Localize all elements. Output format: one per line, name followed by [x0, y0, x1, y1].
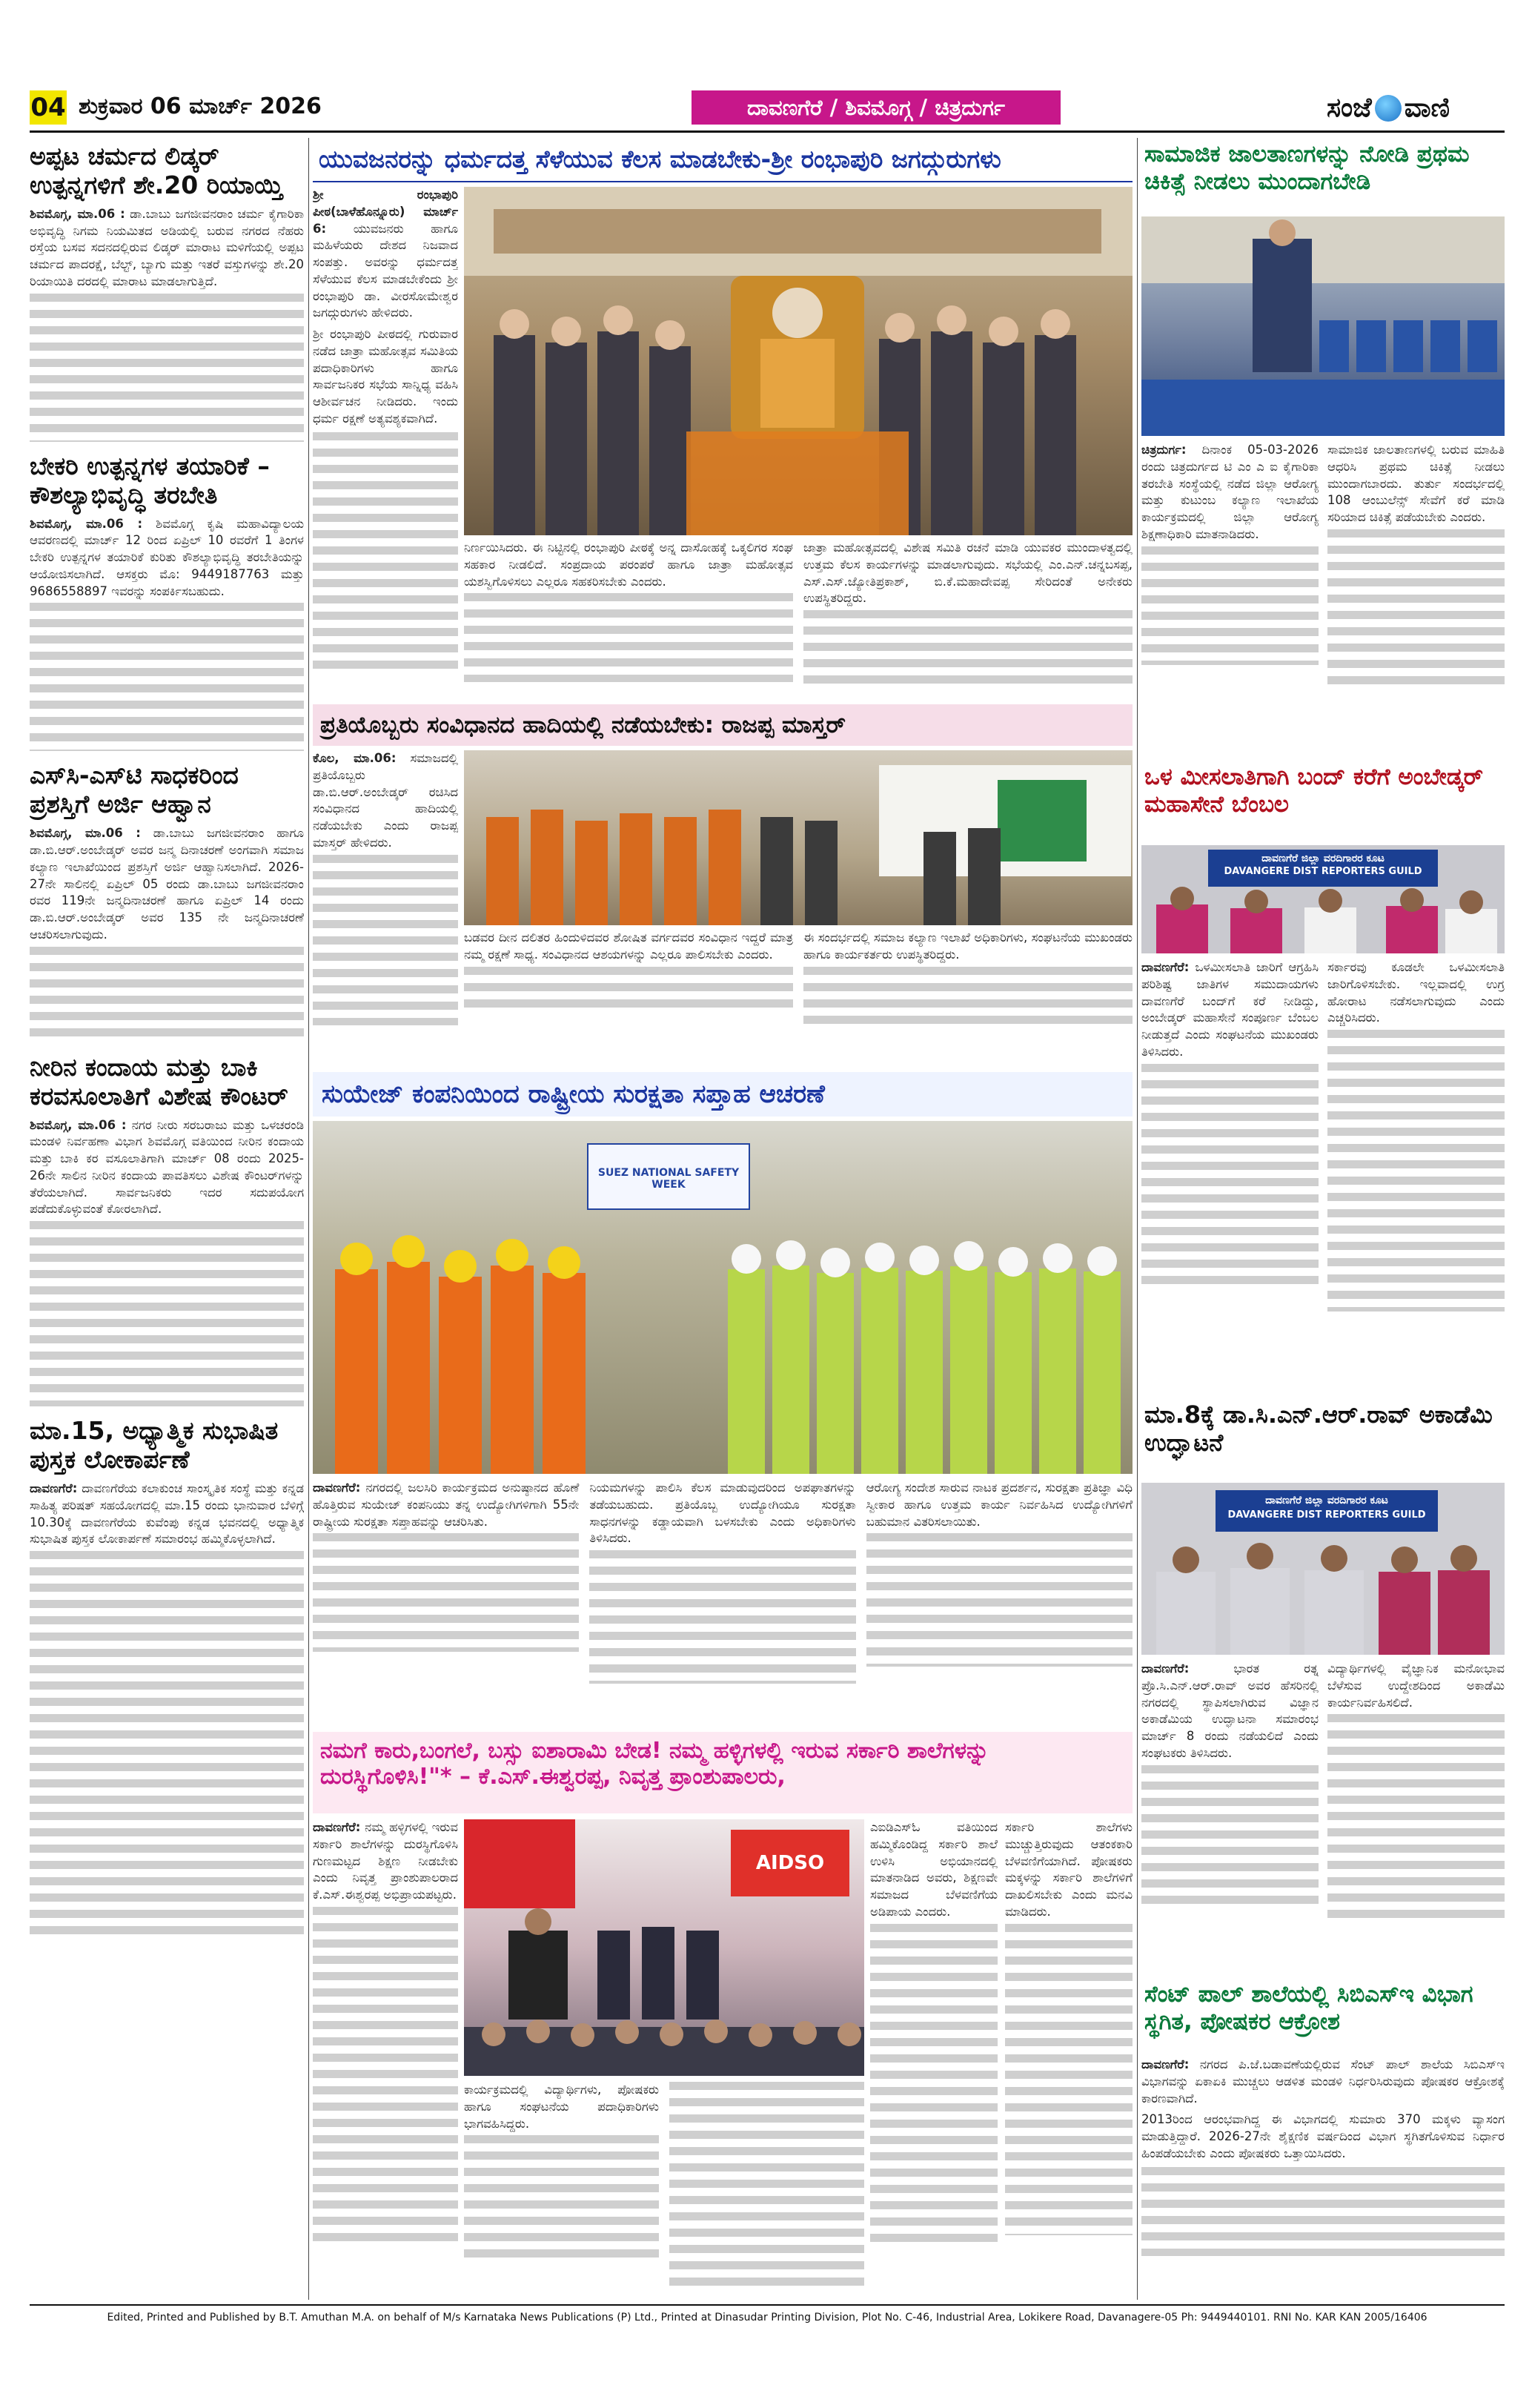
dateline: ಚಿತ್ರದುರ್ಗ:: [1141, 443, 1187, 457]
imprint-footer: Edited, Printed and Published by B.T. Amuthan M.A. on behalf of M/s Karnataka News Publications (P) Ltd., Printed at Dinasudar Printing Division, Plot No. C-46, Industrial Area, Lokikere Road, Davanagere-05 Ph: 9449440101. RNI No. KAR KAN 2005/16406: [30, 2304, 1505, 2323]
article-book-release: [30, 1481, 304, 1548]
dateline: ಶಿವಮೊಗ್ಗ, ಮಾ.06 :: [30, 206, 125, 221]
banner-title: ದಾವಣಗೆರೆ ಜಿಲ್ಲಾ ವರದಿಗಾರರ ಕೂಟ: [1265, 1495, 1388, 1506]
article-text: ನಗರ ನೀರು ಸರಬರಾಜು ಮತ್ತು ಒಳಚರಂಡಿ ಮಂಡಳಿ ನಿರ್ವಹಣಾ ವಿಭಾಗ ಶಿವಮೊಗ್ಗ ವತಿಯಿಂದ ನೀರಿನ ಕಂದಾಯ ಮತ್ತು ಬಾಕಿ ಕರ ವಸೂಲಾತಿಗಾಗಿ ಮಾರ್ಚ್ 08 ರಂದು 2025-26ನೇ ಸಾಲಿನ ನೀರಿನ ಕಂದಾಯ ಪಾವತಿಸಲು ವಿಶೇಷ ಕೌಂಟರ್‌ಗಳನ್ನು ತೆರೆಯಲಾಗಿದೆ. ಸಾರ್ವಜನಿಕರು ಇದರ ಸದುಪಯೋಗ ಪಡೆದುಕೊಳ್ಳುವಂತೆ ಕೋರಲಾಗಿದೆ.: [30, 1117, 304, 1217]
article-continuation: [1327, 1030, 1505, 1312]
article-continuation: [1005, 1924, 1133, 2235]
masthead: [30, 90, 1505, 126]
article-text: ನಿರ್ಣಯಿಸಿದರು. ಈ ನಿಟ್ಟಿನಲ್ಲಿ ರಂಭಾಪುರಿ ಪೀಠಕ್ಕೆ ಅನ್ನ ದಾಸೋಹಕ್ಕೆ ಒಕ್ಕಲಿಗರ ಸಂಘ ಸಹಕಾರ ನೀಡಲಿದೆ. ಸಂಪ್ರದಾಯ ಪರಂಪರೆ ಹಾಗೂ ಜಾತ್ರಾ ಮಹೋತ್ಸವ ಯಶಸ್ವಿಗೊಳಿಸಲು ಎಲ್ಲರೂ ಸಹಕರಿಸಬೇಕು ಎಂದರು.: [464, 540, 793, 589]
article-text: ದಿನಾಂಕ 05-03-2026 ರಂದು ಚಿತ್ರದುರ್ಗದ ಟಿ ಎಂ ಎ ಐ ಕೈಗಾರಿಕಾ ತರಬೇತಿ ಸಂಸ್ಥೆಯಲ್ಲಿ ನಡೆದ ಜಿಲ್ಲಾ ಆರೋಗ್ಯ ಮತ್ತು ಕುಟುಂಬ ಕಲ್ಯಾಣ ಇಲಾಖೆಯ ಕಾರ್ಯಕ್ರಮದಲ್ಲಿ ಜಿಲ್ಲಾ ಆರೋಗ್ಯ ಶಿಕ್ಷಣಾಧಿಕಾರಿ ಮಾತನಾಡಿದರು.: [1141, 443, 1319, 541]
photo-scene: [464, 1819, 864, 2076]
headline-bakery: ಬೇಕರಿ ಉತ್ಪನ್ನಗಳ ತಯಾರಿಕೆ –ಕೌಶಲ್ಯಾಭಿವೃದ್ಧಿ ತರಬೇತಿ: [30, 451, 270, 509]
article-text: ಭಾರತ ರತ್ನ ಪ್ರೊ.ಸಿ.ಎನ್.ಆರ್.ರಾವ್ ಅವರ ಹೆಸರಿನಲ್ಲಿ ನಗರದಲ್ಲಿ ಸ್ಥಾಪಿಸಲಾಗಿರುವ ವಿಜ್ಞಾನ ಅಕಾಡೆಮಿಯ ಉದ್ಘಾಟನಾ ಸಮಾರಂಭ ಮಾರ್ಚ್ 8 ರಂದು ನಡೆಯಲಿದೆ ಎಂದು ಸಂಘಟಕರು ತಿಳಿಸಿದರು.: [1141, 1661, 1319, 1760]
headline-water-tax: ನೀರಿನ ಕಂದಾಯ ಮತ್ತು ಬಾಕಿ ಕರವಸೂಲಾತಿಗೆ ವಿಶೇಷ ಕೌಂಟರ್: [30, 1052, 288, 1111]
article-text: ನಮ್ಮ ಹಳ್ಳಿಗಳಲ್ಲಿ ಇರುವ ಸರ್ಕಾರಿ ಶಾಲೆಗಳನ್ನು ದುರಸ್ಥಿಗೊಳಿಸಿ ಗುಣಮಟ್ಟದ ಶಿಕ್ಷಣ ನೀಡಬೇಕು ಎಂದು ನಿವೃತ್ತ ಪ್ರಾಂಶುಪಾಲರಾದ ಕೆ.ಎಸ್.ಈಶ್ವರಪ್ಪ ಅಭಿಪ್ರಾಯಪಟ್ಟರು.: [313, 1820, 458, 1902]
photo-scene: [464, 187, 1133, 535]
article-continuation: [589, 1550, 855, 1684]
article-continuation: [1141, 2167, 1505, 2256]
dateline: ದಾವಣಗೆರೆ:: [30, 1481, 78, 1495]
article-award: [30, 825, 304, 943]
article-continuation: [30, 603, 304, 751]
article-continuation: [30, 1221, 304, 1406]
safety-week-banner: SUEZ NATIONAL SAFETY WEEK: [587, 1143, 750, 1210]
logo-text-left: ಸಂಜೆ: [1327, 92, 1372, 123]
article-text: 2013ರಿಂದ ಆರಂಭವಾಗಿದ್ದ ಈ ವಿಭಾಗದಲ್ಲಿ ಸುಮಾರು 370 ಮಕ್ಕಳು ವ್ಯಾಸಂಗ ಮಾಡುತ್ತಿದ್ದಾರೆ. 2026-27ನೇ ಶೈಕ್ಷಣಿಕ ವರ್ಷದಿಂದ ವಿಭಾಗ ಸ್ಥಗಿತಗೊಳಿಸುವ ನಿರ್ಧಾರ ಹಿಂಪಡೆಯಬೇಕು ಎಂದು ಪೋಷಕರು ಒತ್ತಾಯಿಸಿದರು.: [1141, 2112, 1505, 2160]
photo-scene: [1141, 216, 1505, 436]
dateline: ಶಿವಮೊಗ್ಗ, ಮಾ.06 :: [30, 1117, 127, 1132]
banner-subtitle: DAVANGERE DIST REPORTERS GUILD: [1227, 1509, 1426, 1521]
photo-suez-safety-week: [313, 1121, 1133, 1474]
article-continuation: [464, 593, 793, 682]
headline-constitution: ಪ್ರತಿಯೊಬ್ಬರು ಸಂವಿಧಾನದ ಹಾದಿಯಲ್ಲಿ ನಡೆಯಬೇಕು: ರಾಜಪ್ಪ ಮಾಸ್ತರ್: [320, 712, 846, 738]
page-number: 04: [30, 90, 67, 125]
headline-box-constitution: [313, 704, 1133, 746]
article-text: ನಗರದ ಪಿ.ಜೆ.ಬಡಾವಣೆಯಲ್ಲಿರುವ ಸೆಂಟ್ ಪಾಲ್ ಶಾಲೆಯ ಸಿಬಿಎಸ್‌ಇ ವಿಭಾಗವನ್ನು ಏಕಾಏಕಿ ಮುಚ್ಚಲು ಆಡಳಿತ ಮಂಡಳಿ ನಿರ್ಧರಿಸಿರುವುದು ಪೋಷಕರ ಆಕ್ರೋಶಕ್ಕೆ ಕಾರಣವಾಗಿದೆ.: [1141, 2057, 1505, 2106]
headline-box-bandh: [1141, 759, 1505, 841]
article-text: ಎಐಡಿಎಸ್‌ಓ ವತಿಯಿಂದ ಹಮ್ಮಿಕೊಂಡಿದ್ದ ಸರ್ಕಾರಿ ಶಾಲೆ ಉಳಿಸಿ ಅಭಿಯಾನದಲ್ಲಿ ಮಾತನಾಡಿದ ಅವರು, ಶಿಕ್ಷಣವೇ ಸಮಾಜದ ಬೆಳವಣಿಗೆಯ ಅಡಿಪಾಯ ಎಂದರು.: [870, 1820, 998, 1919]
article-govt-schools-col1: [313, 1819, 458, 2294]
column-rule: [308, 138, 309, 2300]
aidso-banner: AIDSO: [731, 1830, 849, 1896]
dateline: ಶ್ರೀ ರಂಭಾಪುರಿ ಪೀಠ(ಬಾಳೆಹೊನ್ನೂರು) ಮಾರ್ಚ್ 6:: [313, 188, 458, 236]
article-text: ಕಾರ್ಯಕ್ರಮದಲ್ಲಿ ವಿದ್ಯಾರ್ಥಿಗಳು, ಪೋಷಕರು ಹಾಗೂ ಸಂಘಟನೆಯ ಪದಾಧಿಕಾರಿಗಳು ಭಾಗವಹಿಸಿದ್ದರು.: [464, 2083, 659, 2131]
article-govt-schools-right: [870, 1819, 1133, 2294]
article-continuation: [1327, 529, 1505, 692]
article-text: ಡಾ.ಬಾಬು ಜಗಜೀವನರಾಂ ಚರ್ಮ ಕೈಗಾರಿಕಾ ಅಭಿವೃದ್ಧಿ ನಿಗಮ ನಿಯಮಿತದ ಅಡಿಯಲ್ಲಿ ಬರುವ ನಗರದ ನೆಹರು ರಸ್ತೆಯ ಬಸವ ಸದನದಲ್ಲಿರುವ ಲಿಡ್ಕರ್ ಮಾರಾಟ ಮಳಿಗೆಯಲ್ಲಿ ಅಪ್ಪಟ ಚರ್ಮದ ಪಾದರಕ್ಷೆ, ಬೆಲ್ಟ್, ಬ್ಯಾಗು ಮತ್ತು ಇತರೆ ವಸ್ತುಗಳನ್ನು ಶೇ.20 ರಿಯಾಯಿತಿ ದರದಲ್ಲಿ ಮಾರಾಟ ಮಾಡಲಾಗುತ್ತಿದೆ.: [30, 206, 304, 288]
photo-scene: [313, 1121, 1133, 1474]
headline-book-release: ಮಾ.15, ಅಧ್ಯಾತ್ಮಿಕ ಸುಭಾಷಿತ ಪುಸ್ತಕ ಲೋಕಾರ್ಪಣೆ: [30, 1416, 279, 1475]
article-continuation: [1141, 1064, 1319, 1286]
article-continuation: [1327, 1714, 1505, 1922]
article-constitution-col1: [313, 750, 458, 1062]
article-text: ಸಾಮಾಜಿಕ ಜಾಲತಾಣಗಳಲ್ಲಿ ಬರುವ ಮಾಹಿತಿ ಆಧರಿಸಿ ಪ್ರಥಮ ಚಿಕಿತ್ಸೆ ನೀಡಲು ಮುಂದಾಗಬಾರದು. ತುರ್ತು ಸಂದರ್ಭದಲ್ಲಿ 108 ಆಂಬುಲೆನ್ಸ್ ಸೇವೆಗೆ ಕರೆ ಮಾಡಿ ಸರಿಯಾದ ಚಿಕಿತ್ಸೆ ಪಡೆಯಬೇಕು ಎಂದರು.: [1327, 443, 1505, 525]
dateline: ದಾವಣಗೆರೆ:: [313, 1481, 361, 1495]
article-continuation: [870, 1924, 998, 2250]
article-continuation: [669, 2082, 864, 2289]
article-constitution-cols: [464, 930, 1133, 1062]
article-bakery: [30, 516, 304, 601]
headline-box-cnr-rao: [1141, 1397, 1505, 1478]
article-continuation: [1141, 546, 1319, 665]
photo-aidso-event: [464, 1819, 864, 2076]
article-continuation: [866, 1533, 1133, 1667]
photo-bandh-press-meet: [1141, 845, 1505, 953]
headline-award: ಎಸ್‌ಸಿ-ಎಸ್‌ಟಿ ಸಾಧಕರಿಂದ ಪ್ರಶಸ್ತಿಗೆ ಅರ್ಜಿ ಆಹ್ವಾನ: [30, 761, 239, 819]
globe-icon: [1375, 95, 1402, 122]
photo-cnr-rao-press-meet: [1141, 1483, 1505, 1655]
column-rule: [1137, 138, 1138, 2300]
article-continuation: [30, 1551, 304, 1936]
article-water-tax: [30, 1117, 304, 1219]
article-text: ದಾವಣಗೆರೆಯ ಕಲಾಕುಂಚ ಸಾಂಸ್ಕೃತಿಕ ಸಂಸ್ಥೆ ಮತ್ತು ಕನ್ನಡ ಸಾಹಿತ್ಯ ಪರಿಷತ್ ಸಹಯೋಗದಲ್ಲಿ ಮಾ.15 ರಂದು ಭಾನುವಾರ ಬೆಳಿಗ್ಗೆ 10.30ಕ್ಕೆ ದಾವಣಗೆರೆಯ ಕುವೆಂಪು ಕನ್ನಡ ಭವನದಲ್ಲಿ ಅಧ್ಯಾತ್ಮಿಕ ಸುಭಾಷಿತ ಪುಸ್ತಕ ಲೋಕಾರ್ಪಣೆ ಸಮಾರಂಭ ಹಮ್ಮಿಕೊಳ್ಳಲಾಗಿದೆ.: [30, 1481, 304, 1547]
article-first-aid: [1141, 442, 1505, 753]
headline-suez: ಸುಯೇಜ್ ಕಂಪನಿಯಿಂದ ರಾಷ್ಟ್ರೀಯ ಸುರಕ್ಷತಾ ಸಪ್ತಾಹ ಆಚರಣೆ: [322, 1079, 825, 1109]
dateline: ದಾವಣಗೆರೆ:: [1141, 2057, 1190, 2071]
article-continuation: [803, 967, 1133, 1026]
article-continuation: [464, 967, 793, 1011]
article-text: ಶಿವಮೊಗ್ಗ ಕೃಷಿ ಮಹಾವಿದ್ಯಾಲಯ ಆವರಣದಲ್ಲಿ ಮಾರ್ಚ್ 12 ರಿಂದ ಏಪ್ರಿಲ್ 10 ರವರೆಗೆ 1 ತಿಂಗಳ ಬೇಕರಿ ಉತ್ಪನ್ನಗಳ ತಯಾರಿಕೆ ಕುರಿತು ಕೌಶಲ್ಯಾಭಿವೃದ್ಧಿ ತರಬೇತಿಯನ್ನು ಆಯೋಜಿಸಲಾಗಿದೆ. ಆಸಕ್ತರು ಮೊ: 9449187763 ಮತ್ತು 9686558897 ಇವರನ್ನು ಸಂಪರ್ಕಿಸಬಹುದು.: [30, 516, 304, 598]
dateline: ದಾವಣಗೆರೆ:: [1141, 1661, 1190, 1676]
article-continuation: [313, 1907, 458, 2248]
left-column: [30, 138, 304, 2300]
photo-rambhapuri-felicitation: [464, 187, 1133, 535]
article-rambhapuri-cols: [464, 540, 1133, 698]
logo-text-right: ವಾಣಿ: [1404, 92, 1450, 123]
article-text: ಯುವಜನರು ಹಾಗೂ ಮಹಿಳೆಯರು ದೇಶದ ನಿಜವಾದ ಸಂಪತ್ತು. ಅವರನ್ನು ಧರ್ಮದತ್ತ ಸೆಳೆಯುವ ಕೆಲಸ ಮಾಡಬೇಕೆಂದು ಶ್ರೀ ರಂಭಾಪುರಿ ಡಾ. ವೀರಸೋಮೇಶ್ವರ ಜಗದ್ಗುರುಗಳು ಹೇಳಿದರು.: [313, 221, 458, 320]
article-text: ಬಡವರ ದೀನ ದಲಿತರ ಹಿಂದುಳಿದವರ ಶೋಷಿತ ವರ್ಗದವರ ಸಂವಿಧಾನ ಇದ್ದರೆ ಮಾತ್ರ ನಮ್ಮ ರಕ್ಷಣೆ ಸಾಧ್ಯ. ಸಂವಿಧಾನದ ಆಶಯಗಳನ್ನು ಎಲ್ಲರೂ ಪಾಲಿಸಬೇಕು ಎಂದರು.: [464, 930, 793, 962]
dateline: ದಾವಣಗೆರೆ:: [313, 1820, 361, 1834]
article-text: ನಿಯಮಗಳನ್ನು ಪಾಲಿಸಿ ಕೆಲಸ ಮಾಡುವುದರಿಂದ ಅಪಘಾತಗಳನ್ನು ತಡೆಯಬಹುದು. ಪ್ರತಿಯೊಬ್ಬ ಉದ್ಯೋಗಿಯೂ ಸುರಕ್ಷತಾ ಸಾಧನಗಳನ್ನು ಕಡ್ಡಾಯವಾಗಿ ಬಳಸಬೇಕು ಎಂದು ಅಧಿಕಾರಿಗಳು ತಿಳಿಸಿದರು.: [589, 1481, 856, 1546]
newspaper-logo: [1327, 92, 1450, 124]
headline-cnr-rao: ಮಾ.8ಕ್ಕೆ ಡಾ.ಸಿ.ಎನ್.ಆರ್.ರಾವ್ ಅಕಾಡೆಮಿ ಉದ್ಘಾಟನೆ: [1144, 1400, 1493, 1457]
photo-scene: [464, 750, 1133, 925]
headline-lidkar: ಅಪ್ಪಟ ಚರ್ಮದ ಲಿಡ್ಕರ್ ಉತ್ಪನ್ನಗಳಿಗೆ ಶೇ.20 ರಿಯಾಯ್ತಿ: [30, 142, 283, 199]
article-continuation: [313, 1533, 579, 1652]
article-continuation: [464, 2135, 659, 2261]
article-text: ಜಾತ್ರಾ ಮಹೋತ್ಸವದಲ್ಲಿ ವಿಶೇಷ ಸಮಿತಿ ರಚನೆ ಮಾಡಿ ಯುವಕರ ಮುಂದಾಳತ್ವದಲ್ಲಿ ಉತ್ತಮ ಕೆಲಸ ಕಾರ್ಯಗಳನ್ನು ಮಾಡಲಾಗುವುದು. ಸಭೆಯಲ್ಲಿ ಎಂ.ಎನ್.ಚನ್ನಬಸಪ್ಪ, ಎಸ್.ಎಸ್.ಜ್ಯೋತಿಪ್ರಕಾಶ್, ಬಿ.ಕೆ.ಮಹಾದೇವಪ್ಪ ಸೇರಿದಂತೆ ಅನೇಕರು ಉಪಸ್ಥಿತರಿದ್ದರು.: [803, 540, 1133, 606]
banner-title: ದಾವಣಗೆರೆ ಜಿಲ್ಲಾ ವರದಿಗಾರರ ಕೂಟ: [1261, 853, 1385, 864]
article-govt-schools-bottom: [464, 2082, 864, 2294]
issue-date: ಶುಕ್ರವಾರ 06 ಮಾರ್ಚ್ 2026: [79, 93, 322, 119]
headline-box-govt-schools: [313, 1732, 1133, 1813]
dateline: ಶಿವಮೊಗ್ಗ, ಮಾ.06 :: [30, 826, 141, 841]
headline-govt-schools: ನಮಗೆ ಕಾರು,ಬಂಗಲೆ, ಬಸ್ಸು ಐಶಾರಾಮಿ ಬೇಡ! ನಮ್ಮ ಹಳ್ಳಿಗಳಲ್ಲಿ ಇರುವ ಸರ್ಕಾರಿ ಶಾಲೆಗಳನ್ನು ದುರಸ್ಥಿಗೊಳಿಸಿ!"* – ಕೆ.ಎಸ್.ಈಶ್ವರಪ್ಪ, ನಿವೃತ್ತ ಪ್ರಾಂಶುಪಾಲರು,: [320, 1738, 989, 1790]
headline-rambhapuri: ಯುವಜನರನ್ನು ಧರ್ಮದತ್ತ ಸೆಳೆಯುವ ಕೆಲಸ ಮಾಡಬೇಕು-ಶ್ರೀ ರಂಭಾಪುರಿ ಜಗದ್ಗುರುಗಳು: [319, 145, 1001, 173]
article-continuation: [803, 610, 1133, 684]
headline-box-rambhapuri: [313, 138, 1133, 182]
article-continuation: [1141, 1765, 1319, 1906]
article-text: ಸರ್ಕಾರಿ ಶಾಲೆಗಳು ಮುಚ್ಚುತ್ತಿರುವುದು ಆತಂಕಕಾರಿ ಬೆಳವಣಿಗೆಯಾಗಿದೆ. ಪೋಷಕರು ಮಕ್ಕಳನ್ನು ಸರ್ಕಾರಿ ಶಾಲೆಗಳಿಗೆ ದಾಖಲಿಸಬೇಕು ಎಂದು ಮನವಿ ಮಾಡಿದರು.: [1005, 1820, 1133, 1919]
headline-box-suez: [313, 1072, 1133, 1117]
article-text: ನಗರದಲ್ಲಿ ಜಲಸಿರಿ ಕಾರ್ಯಕ್ರಮದ ಅನುಷ್ಠಾನದ ಹೊಣೆ ಹೊತ್ತಿರುವ ಸುಯೇಜ್ ಕಂಪನಿಯು ತನ್ನ ಉದ್ಯೋಗಿಗಳಿಗಾಗಿ 55ನೇ ರಾಷ್ಟ್ರೀಯ ಸುರಕ್ಷತಾ ಸಪ್ತಾಹವನ್ನು ಆಚರಿಸಿತು.: [313, 1481, 580, 1529]
headline-box-st-paul: [1141, 1978, 1505, 2052]
photo-constitution-event: [464, 750, 1133, 925]
headline-box-first-aid: [1141, 138, 1505, 212]
article-text: ಆರೋಗ್ಯ ಸಂದೇಶ ಸಾರುವ ನಾಟಕ ಪ್ರದರ್ಶನ, ಸುರಕ್ಷತಾ ಪ್ರತಿಜ್ಞಾ ವಿಧಿ ಸ್ವೀಕಾರ ಹಾಗೂ ಉತ್ತಮ ಕಾರ್ಯ ನಿರ್ವಹಿಸಿದ ಉದ್ಯೋಗಿಗಳಿಗೆ ಬಹುಮಾನ ವಿತರಿಸಲಾಯಿತು.: [866, 1481, 1133, 1529]
headline-bandh: ಒಳ ಮೀಸಲಾತಿಗಾಗಿ ಬಂದ್ ಕರೆಗೆ ಅಂಬೇಡ್ಕರ್ ಮಹಾಸೇನೆ ಬೆಂಬಲ: [1144, 764, 1484, 818]
article-text: ಸಮಾಜದಲ್ಲಿ ಪ್ರತಿಯೊಬ್ಬರು ಡಾ.ಬಿ.ಆರ್.ಅಂಬೇಡ್ಕರ್ ರಚಿಸಿದ ಸಂವಿಧಾನದ ಹಾದಿಯಲ್ಲಿ ನಡೆಯಬೇಕು ಎಂದು ರಾಜಪ್ಪ ಮಾಸ್ತರ್ ಹೇಳಿದರು.: [313, 751, 458, 850]
article-continuation: [313, 855, 458, 1025]
headline-first-aid: ಸಾಮಾಜಿಕ ಜಾಲತಾಣಗಳನ್ನು ನೋಡಿ ಪ್ರಥಮ ಚಿಕಿತ್ಸೆ ನೀಡಲು ಮುಂದಾಗಬೇಡಿ: [1144, 141, 1470, 195]
article-lidkar: [30, 206, 304, 291]
article-continuation: [313, 432, 458, 677]
dateline: ಶಿವಮೊಗ್ಗ, ಮಾ.06 :: [30, 516, 143, 531]
article-text: ಶ್ರೀ ರಂಭಾಪುರಿ ಪೀಠದಲ್ಲಿ ಗುರುವಾರ ನಡೆದ ಜಾತ್ರಾ ಮಹೋತ್ಸವ ಸಮಿತಿಯ ಪದಾಧಿಕಾರಿಗಳು ಹಾಗೂ ಸಾರ್ವಜನಿಕರ ಸಭೆಯ ಸಾನ್ನಿಧ್ಯ ವಹಿಸಿ ಆಶೀರ್ವಚನ ನೀಡಿದರು. ಇಂದು ಧರ್ಮ ರಕ್ಷಣೆ ಅತ್ಯವಶ್ಯಕವಾಗಿದೆ.: [313, 327, 458, 426]
article-text: ಒಳಮೀಸಲಾತಿ ಜಾರಿಗೆ ಆಗ್ರಹಿಸಿ ಪರಿಶಿಷ್ಟ ಜಾತಿಗಳ ಸಮುದಾಯಗಳು ದಾವಣಗೆರೆ ಬಂದ್‌ಗೆ ಕರೆ ನೀಡಿದ್ದು, ಅಂಬೇಡ್ಕರ್ ಮಹಾಸೇನೆ ಸಂಪೂರ್ಣ ಬೆಂಬಲ ನೀಡುತ್ತದೆ ಎಂದು ಸಂಘಟನೆಯ ಮುಖಂಡರು ತಿಳಿಸಿದರು.: [1141, 960, 1319, 1059]
headline-st-paul: ಸೆಂಟ್ ಪಾಲ್ ಶಾಲೆಯಲ್ಲಿ ಸಿಬಿಎಸ್‌ಇ ವಿಭಾಗ ಸ್ಥಗಿತ, ಪೋಷಕರ ಆಕ್ರೋಶ: [1144, 1981, 1473, 2035]
article-cnr-rao: [1141, 1661, 1505, 1972]
article-text: ಡಾ.ಬಾಬು ಜಗಜೀವನರಾಂ ಹಾಗೂ ಡಾ.ಬಿ.ಆರ್.ಅಂಬೇಡ್ಕರ್ ಅವರ ಜನ್ಮ ದಿನಾಚರಣೆ ಅಂಗವಾಗಿ ಸಮಾಜ ಕಲ್ಯಾಣ ಇಲಾಖೆಯಿಂದ ಪ್ರಶಸ್ತಿಗೆ ಅರ್ಜಿ ಆಹ್ವಾನಿಸಲಾಗಿದೆ. 2026-27ನೇ ಸಾಲಿನಲ್ಲಿ ಏಪ್ರಿಲ್ 05 ರಂದು ಡಾ.ಬಾಬು ಜಗಜೀವನರಾಂ ರವರ 119ನೇ ಜನ್ಮದಿನಾಚರಣೆ ಹಾಗೂ ಏಪ್ರಿಲ್ 14 ರಂದು ಡಾ.ಬಿ.ಆರ್.ಅಂಬೇಡ್ಕರ್ ಅವರ 135 ನೇ ಜನ್ಮದಿನಾಚರಣೆ ಆಚರಿಸಲಾಗುವುದು.: [30, 826, 304, 942]
header-rule: [30, 130, 1505, 133]
article-bandh: [1141, 959, 1505, 1389]
article-continuation: [30, 947, 304, 1043]
article-rambhapuri-col1: [313, 187, 458, 698]
photo-students-seminar: [1141, 216, 1505, 436]
photo-scene: [1141, 1483, 1505, 1655]
banner-subtitle: DAVANGERE DIST REPORTERS GUILD: [1224, 866, 1422, 877]
article-st-paul: [1141, 2057, 1505, 2294]
article-text: ಈ ಸಂದರ್ಭದಲ್ಲಿ ಸಮಾಜ ಕಲ್ಯಾಣ ಇಲಾಖೆ ಅಧಿಕಾರಿಗಳು, ಸಂಘಟನೆಯ ಮುಖಂಡರು ಹಾಗೂ ಕಾರ್ಯಕರ್ತರು ಉಪಸ್ಥಿತರಿದ್ದರು.: [803, 930, 1133, 962]
dateline: ಕೊಲ, ಮಾ.06:: [313, 751, 397, 765]
article-text: ಸರ್ಕಾರವು ಕೂಡಲೇ ಒಳಮೀಸಲಾತಿ ಜಾರಿಗೊಳಿಸಬೇಕು. ಇಲ್ಲವಾದಲ್ಲಿ ಉಗ್ರ ಹೋರಾಟ ನಡೆಸಲಾಗುವುದು ಎಂದು ಎಚ್ಚರಿಸಿದರು.: [1327, 960, 1505, 1025]
photo-scene: [1141, 845, 1505, 953]
article-text: ವಿದ್ಯಾರ್ಥಿಗಳಲ್ಲಿ ವೈಜ್ಞಾನಿಕ ಮನೋಭಾವ ಬೆಳೆಸುವ ಉದ್ದೇಶದಿಂದ ಅಕಾಡೆಮಿ ಕಾರ್ಯನಿರ್ವಹಿಸಲಿದೆ.: [1327, 1661, 1505, 1710]
edition-cities: ದಾವಣಗೆರೆ / ಶಿವಮೊಗ್ಗ / ಚಿತ್ರದುರ್ಗ: [692, 90, 1061, 125]
dateline: ದಾವಣಗೆರೆ:: [1141, 960, 1190, 974]
article-continuation: [30, 294, 304, 442]
article-suez: [313, 1480, 1133, 1724]
